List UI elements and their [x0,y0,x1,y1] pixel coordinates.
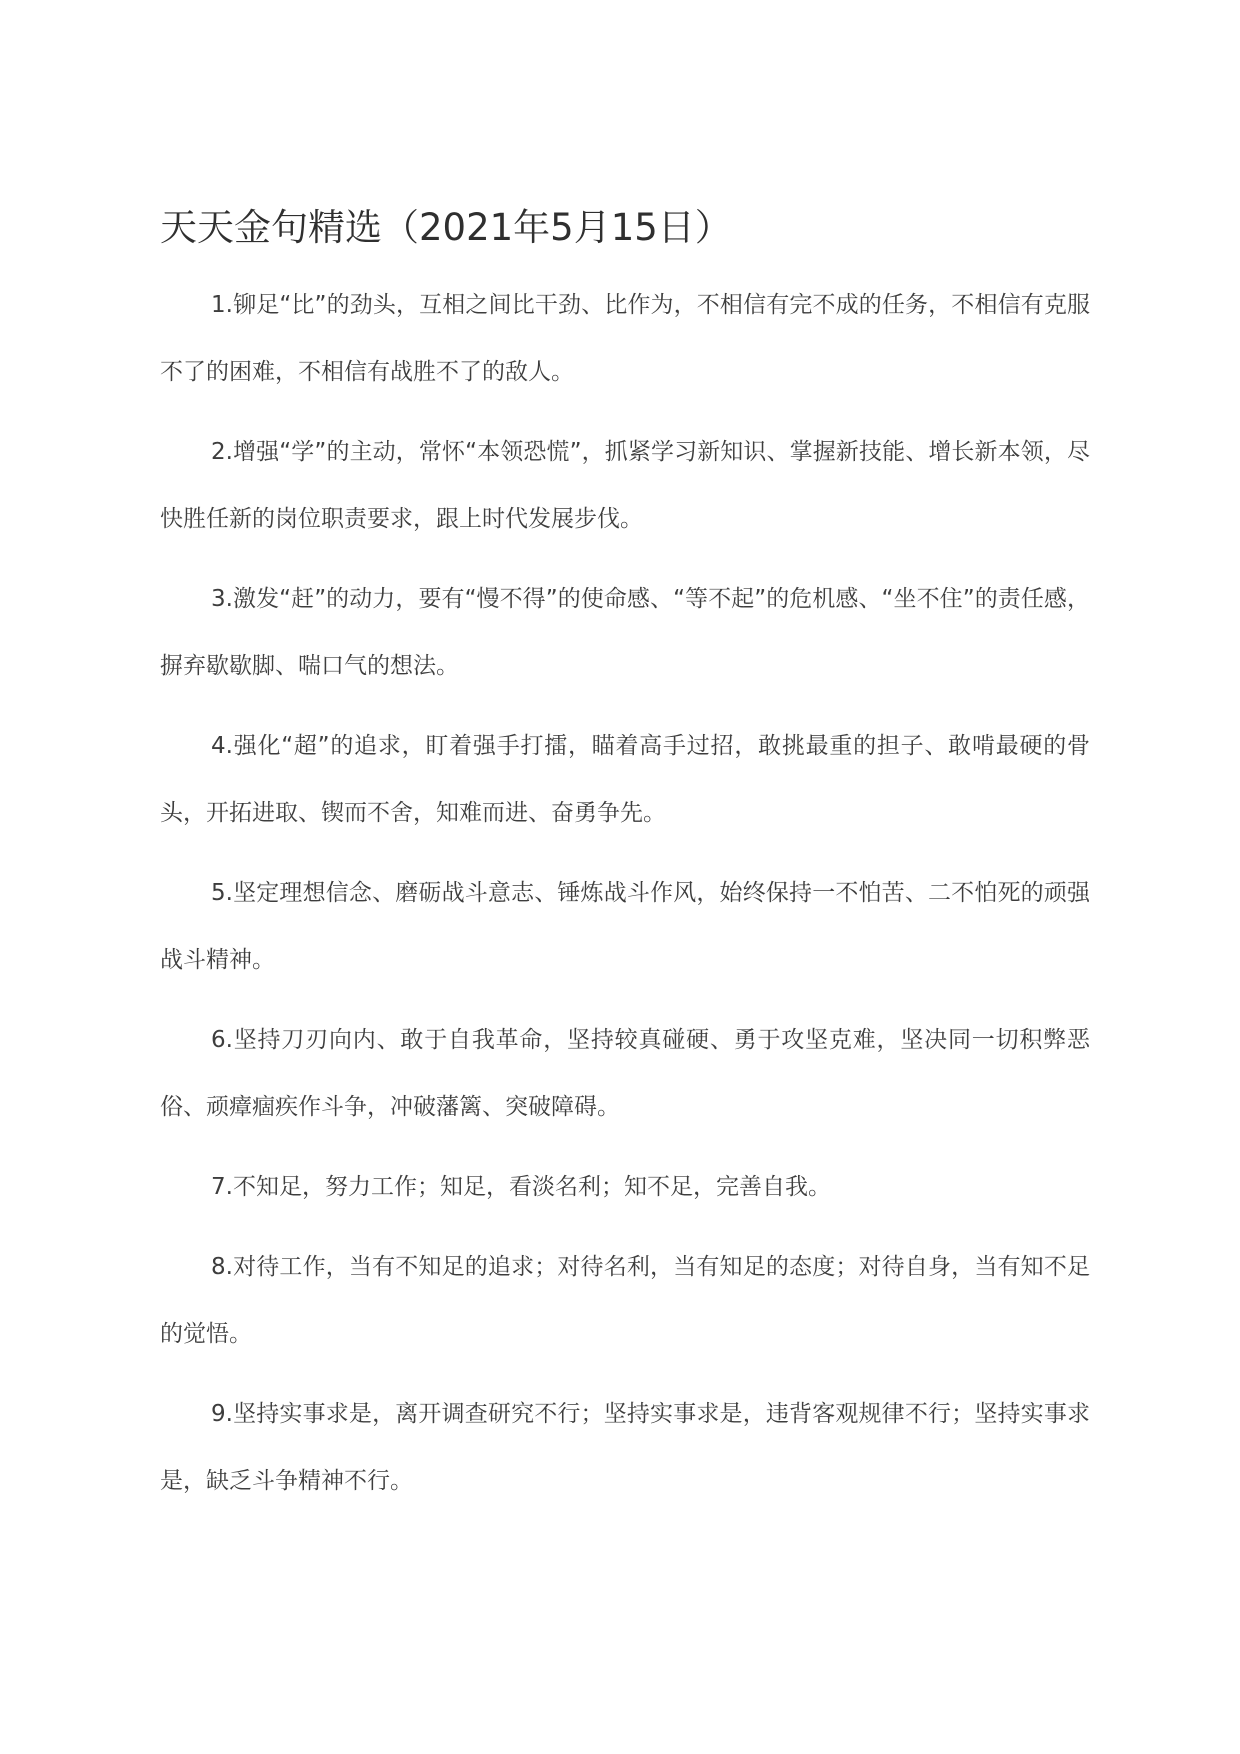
quote-paragraph-9: 9.坚持实事求是，离开调查研究不行；坚持实事求是，违背客观规律不行；坚持实事求是，缺乏斗争精神不行。 [160,1401,1090,1494]
quote-paragraph-7: 7.不知足，努力工作；知足，看淡名利；知不足，完善自我。 [211,1174,831,1200]
quote-paragraph-8: 8.对待工作，当有不知足的追求；对待名利，当有知足的态度；对待自身，当有知不足的觉悟。 [160,1254,1090,1347]
quote-paragraph-6: 6.坚持刀刃向内、敢于自我革命，坚持较真碰硬、勇于攻坚克难，坚决同一切积弊恶俗、顽瘴痼疾作斗争，冲破藩篱、突破障碍。 [160,1027,1090,1120]
document-title: 天天金句精选（2021年5月15日） [160,206,732,249]
quote-paragraph-2: 2.增强“学”的主动，常怀“本领恐慌”，抓紧学习新知识、掌握新技能、增长新本领，尽快胜任新的岗位职责要求，跟上时代发展步伐。 [160,439,1090,532]
quote-paragraph-4: 4.强化“超”的追求，盯着强手打擂，瞄着高手过招，敢挑最重的担子、敢啃最硬的骨头，开拓进取、锲而不舍，知难而进、奋勇争先。 [160,733,1090,826]
quote-paragraph-5: 5.坚定理想信念、磨砺战斗意志、锤炼战斗作风，始终保持一不怕苦、二不怕死的顽强战斗精神。 [160,880,1090,973]
quote-list [160,272,1090,1528]
quote-paragraph-3: 3.激发“赶”的动力，要有“慢不得”的使命感、“等不起”的危机感、“坐不住”的责任感，摒弃歇歇脚、喘口气的想法。 [160,586,1090,679]
quote-paragraph-1: 1.铆足“比”的劲头，互相之间比干劲、比作为，不相信有完不成的任务，不相信有克服不了的困难，不相信有战胜不了的敌人。 [160,292,1090,385]
